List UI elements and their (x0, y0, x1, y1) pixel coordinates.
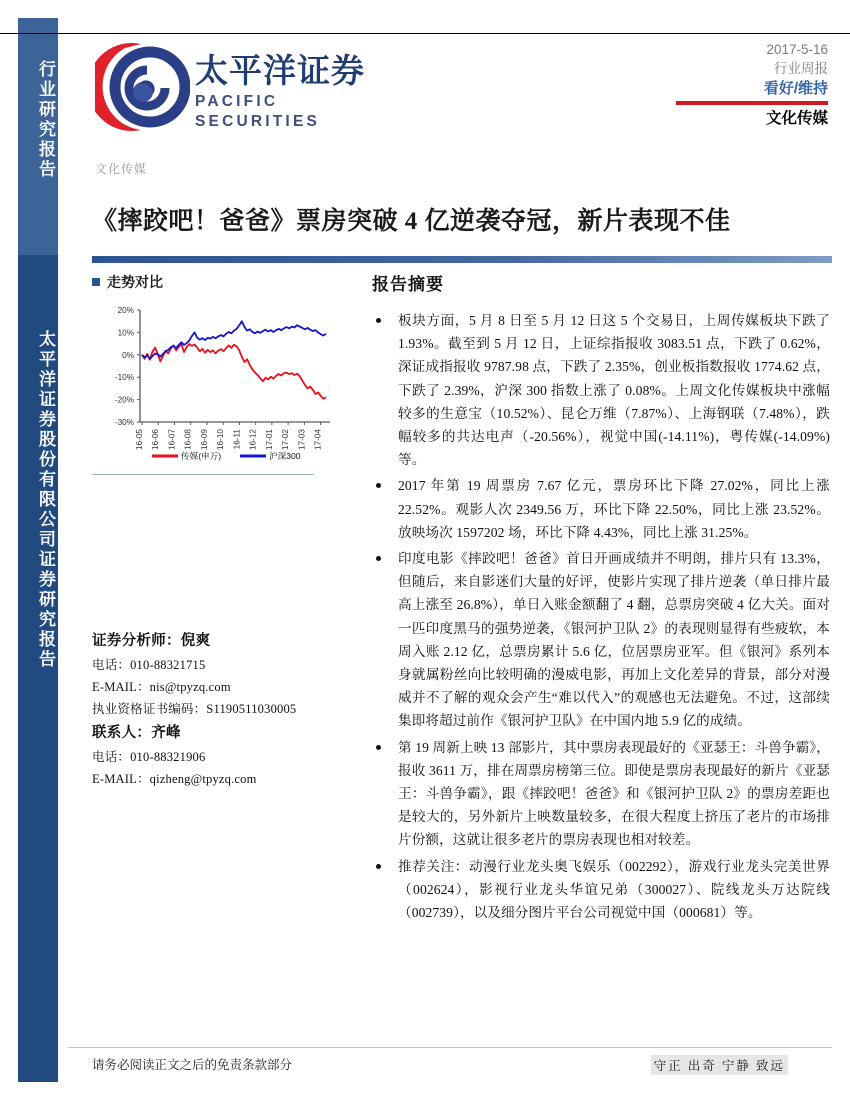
svg-text:16-11: 16-11 (232, 429, 242, 450)
logo-svg (95, 40, 190, 135)
sector-subtitle: 文化传媒 (95, 162, 148, 176)
svg-text:17-01: 17-01 (264, 429, 274, 450)
summary-bullet: 推荐关注：动漫行业龙头奥飞娱乐（002292），游戏行业龙头完美世界（002624），影视行业龙头华谊兄弟（300027）、院线龙头万达院线（002739），以及细分图片平台公司视觉中国（000681）等。 (372, 855, 830, 925)
sidebar-top-label: 行业研究报告 (36, 60, 55, 180)
svg-text:16-08: 16-08 (183, 429, 193, 450)
chart-bottom-rule (92, 474, 314, 475)
svg-text:沪深300: 沪深300 (269, 451, 301, 461)
sidebar-bottom-label: 太平洋证券股份有限公司证券研究报告 (36, 330, 55, 670)
svg-text:传媒(申万): 传媒(申万) (181, 451, 222, 461)
chart-x-ticks (135, 422, 323, 450)
svg-text:20%: 20% (117, 306, 134, 315)
sidebar-band-bottom (18, 255, 58, 1082)
svg-text:17-04: 17-04 (313, 429, 323, 450)
chart-section-header (92, 272, 342, 292)
summary-bullet: 印度电影《摔跤吧！爸爸》首日开画成绩并不明朗，排片只有 13.3%，但随后，来自影迷们大量的好评，使影片实现了排片逆袭（单日排片最高上涨至 26.8%），单日入账金额翻了 4 翻，总票房突破 4 亿大关。面对一匹印度黑马的强势逆袭，《银河护卫队 2》的表现则显得有些疲软，本周入账 2.12 亿，总票房累计 5.6 亿，位居票房亚军。但《银河》系列本身就属粉丝向比较明确的漫威电影，再加上文化差异的背景，部分对漫威并不了解的观众会产生“难以代入”的观感也无法避免。不过，这部续集即将超过前作《银河护卫队》在中国内地 5.9 亿的成绩。 (372, 547, 830, 733)
pacific-securities-logo-icon (95, 40, 190, 135)
contact-phone: 电话：010-88321906 (92, 750, 206, 764)
left-column (92, 272, 342, 475)
summary-heading: 报告摘要 (372, 275, 444, 294)
analyst-license: 执业资格证书编码：S1190511030005 (92, 702, 297, 716)
square-bullet-icon (92, 278, 100, 286)
svg-text:16-05: 16-05 (135, 429, 144, 450)
analyst-phone: 电话：010-88321715 (92, 658, 206, 672)
svg-text:-10%: -10% (114, 373, 134, 383)
analyst-email[interactable]: E-MAIL：nis@tpyzq.com (92, 680, 231, 694)
rating-underline (676, 101, 828, 105)
title-divider-bar (92, 256, 832, 263)
svg-text:16-09: 16-09 (199, 429, 209, 450)
footer-divider (68, 1047, 832, 1048)
summary-bullet: 2017 年第 19 周票房 7.67 亿元，票房环比下降 27.02%，同比上涨 22.52%。观影人次 2349.56 万，环比下降 22.50%，同比上涨 23.52%。放映场次 1597202 场，环比下降 4.43%，同比上涨 31.25%。 (372, 474, 830, 544)
report-date: 2017-5-16 (766, 42, 828, 57)
summary-bullet-list (372, 309, 830, 924)
summary-bullet: 板块方面，5 月 8 日至 5 月 12 日这 5 个交易日，上周传媒板块下跌了 1.93%。截至到 5 月 12 日，上证综指报收 3083.51 点，下跌了 0.62%，深证成指报收 9787.98 点，下跌了 2.35%，创业板指数报收 1774.62 点，下跌了 2.39%，沪深 300 指数上涨了 0.08%。上周文化传媒板块中涨幅较多的生意宝（10.52%）、昆仑万维（7.87%）、上海钢联（7.48%），跌幅较多的共达电声（-20.56%），视觉中国(-14.11%)，粤传媒(-14.09%)等。 (372, 309, 830, 471)
page-title: 《摔跤吧！爸爸》票房突破 4 亿逆袭夺冠，新片表现不佳 (92, 208, 731, 235)
footer-disclaimer: 请务必阅读正文之后的免责条款部分 (92, 1058, 293, 1072)
chart-section-label: 走势对比 (107, 276, 163, 291)
svg-text:10%: 10% (117, 328, 134, 338)
chart-legend (152, 450, 301, 461)
svg-text:-30%: -30% (114, 418, 134, 427)
chart-series (142, 321, 326, 399)
contact-name: 联系人：齐峰 (92, 725, 181, 741)
logo-wordmark (195, 52, 395, 132)
svg-text:17-02: 17-02 (281, 429, 291, 450)
report-type: 行业周报 (774, 61, 828, 76)
summary-bullet: 第 19 周新上映 13 部影片，其中票房表现最好的《亚瑟王：斗兽争霸》，报收 3611 万，排在周票房榜第三位。即使是票房表现最好的新片《亚瑟王：斗兽争霸》，跟《摔跤吧！爸爸》和《银河护卫队 2》的票房差距也是较大的，另外新片上映数量较多，在很大程度上挤压了老片的市场排片份额，这就让很多老片的票房表现也相对较差。 (372, 736, 830, 852)
svg-text:16-10: 16-10 (216, 429, 226, 450)
logo-chinese-name: 太平洋证券 (195, 52, 365, 89)
contact-email[interactable]: E-MAIL：qizheng@tpyzq.com (92, 772, 257, 786)
chart-y-ticks (115, 306, 140, 427)
svg-text:0%: 0% (122, 350, 134, 360)
rating-badge: 看好/维持 (763, 80, 828, 97)
sector-name: 文化传媒 (765, 109, 828, 127)
svg-text:16-07: 16-07 (167, 429, 177, 450)
svg-text:-20%: -20% (114, 395, 134, 405)
logo-english-name: PACIFIC SECURITIES (195, 93, 321, 130)
svg-text:17-03: 17-03 (297, 429, 307, 450)
footer-slogan: 守正 出奇 宁静 致远 (651, 1055, 788, 1075)
header-divider (0, 33, 850, 34)
company-logo (95, 40, 395, 135)
report-meta (588, 40, 828, 131)
chart-svg (92, 300, 342, 470)
right-column (372, 270, 830, 927)
analyst-name: 证券分析师：倪爽 (92, 633, 211, 649)
sidebar-band-top (18, 18, 58, 255)
analyst-info (92, 628, 342, 790)
svg-text:16-06: 16-06 (151, 429, 161, 450)
svg-text:16-12: 16-12 (248, 429, 258, 450)
trend-comparison-chart (92, 300, 342, 470)
